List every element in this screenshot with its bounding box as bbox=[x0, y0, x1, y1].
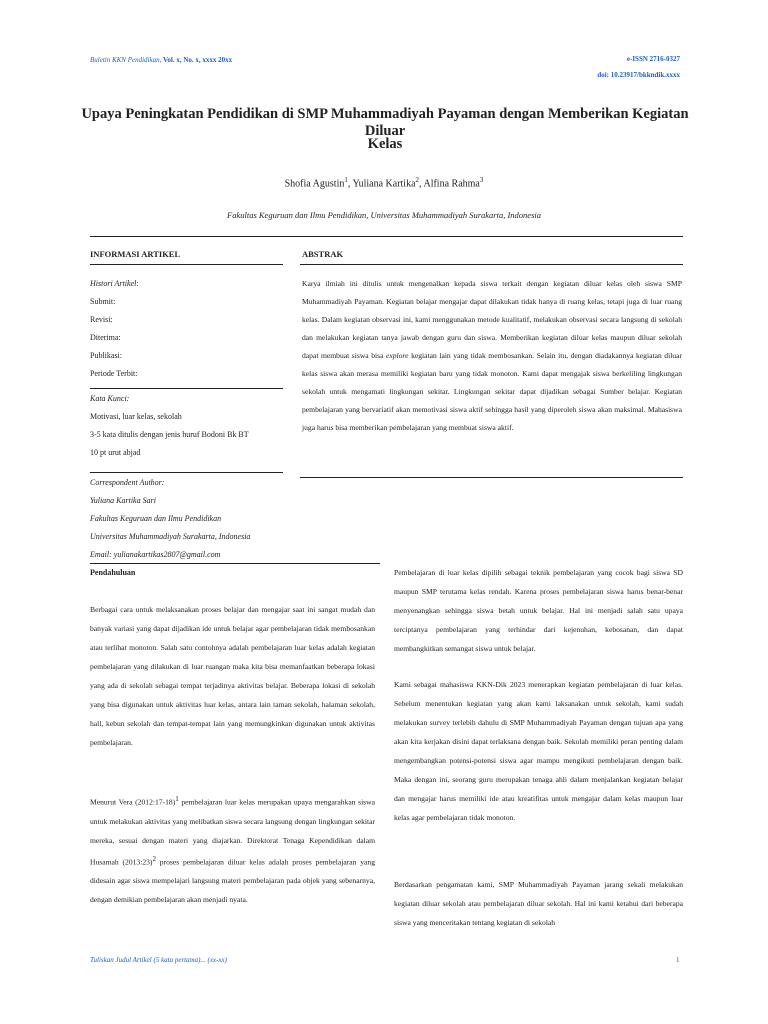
history-publikasi: Publikasi: bbox=[90, 351, 123, 360]
body-top-rule bbox=[90, 563, 380, 564]
eissn bbox=[627, 55, 680, 63]
abstract-heading-rule bbox=[300, 264, 683, 265]
history-periode: Periode Terbit: bbox=[90, 369, 138, 378]
author-1: Shofia Agustin bbox=[284, 178, 345, 190]
history-label: Histori Artikel: bbox=[90, 279, 139, 288]
journal-volume: Vol. x, No. x, xxxx 20xx bbox=[161, 56, 233, 64]
p2-part-3: proses pembelajaran diluar kelas adalah proses pembelajaran yang didesain agar siswa mempelajari langsung materi pembelajaran pada objek yang sebenarnya, dengan demikian pembelajaran akan menjadi nyata. bbox=[90, 857, 375, 905]
intro-paragraph-2 bbox=[90, 790, 375, 909]
journal-name: Buletin KKN Pendidikan, bbox=[90, 56, 162, 64]
author-3-sup: 3 bbox=[479, 176, 484, 184]
correspondent-name: Yuliana Kartika Sari bbox=[90, 496, 156, 505]
correspondent-university: Universitas Muhammadiyah Surakarta, Indonesia bbox=[90, 532, 251, 541]
p2-part-1: Menurut Vera (2012:17-18) bbox=[90, 797, 176, 807]
p2-part-2: pembelajaran luar kelas merupakan upaya mengarahkan siswa untuk melakukan aktivitas yang melibatkan siswa secara langsung dengan lingkungan sekitar mereka, sesuai dengan materi yang diajarkan. Direktorat Tenaga Kependidikan dalam Husamah (2013:23) bbox=[90, 797, 375, 867]
article-info bbox=[90, 275, 283, 383]
info-rule-1 bbox=[90, 388, 283, 389]
page-number: 1 bbox=[676, 956, 680, 964]
footer-running-title: Tuliskan Judul Artikel (5 kata pertama)... (xx-xx) bbox=[90, 956, 227, 964]
abstract-heading: ABSTRAK bbox=[302, 249, 344, 259]
history-submit: Submit: bbox=[90, 297, 116, 306]
history-diterima: Diterima: bbox=[90, 333, 121, 342]
correspondent-email: Email: yulianakartikas2807@gmail.com bbox=[90, 550, 221, 559]
info-heading-rule bbox=[90, 264, 283, 265]
right-paragraph-1: Pembelajaran di luar kelas dipilih sebagai teknik pembelajaran yang cocok bagi siswa SD maupun SMP terutama kelas rendah. Karena proses pembelajaran siswa harus benar-benar menyenangkan sehingga siswa betah untuk belajar. Hal ini menjadi salah satu upaya terciptanya pembelajaran yang terhindar dari kejenuhan, kebosanan, dan dapat membangkitkan semangat siswa untuk belajar. bbox=[394, 568, 683, 653]
article-title-line2: Kelas bbox=[367, 136, 403, 152]
keywords-label: Kata Kunci: bbox=[90, 394, 130, 403]
history-revisi: Revisi: bbox=[90, 315, 113, 324]
author-3: , Alfina Rahma bbox=[419, 178, 480, 190]
intro-paragraph-1: Berbagai cara untuk melaksanakan proses belajar dan mengajar saat ini sangat mudah dan banyak variasi yang dapat dijadikan ide untuk belajar agar pembelajaran tidak membosankan atau terlihat monoton. Salah satu contohnya adalah pembelajaran luar kelas adalah kegiatan pembelajaran yang dilakukan di luar ruangan maka kita bisa memanfaatkan beberapa lokasi yang ada di sekolah sebagai tempat terjadinya aktivitas belajar. Beberapa lokasi di sekolah yang bisa digunakan untuk aktivitas luar kelas, antara lain taman sekolah, halaman sekolah, hall, kebun sekolah dan tempat-tempat lain yang memungkinkan digunakan untuk aktivitas pembelajaran. bbox=[90, 605, 375, 747]
p2-footnote-2: 2 bbox=[152, 854, 156, 863]
p2-footnote-1: 1 bbox=[175, 795, 179, 803]
info-rule-2 bbox=[90, 472, 283, 473]
doi: doi: 10.23917/bkkndik.xxxx bbox=[597, 71, 680, 79]
author-1-sup: 1 bbox=[344, 176, 348, 184]
eissn-value: 2716-0327 bbox=[647, 55, 680, 63]
correspondent-block bbox=[90, 474, 290, 564]
abstract-explore: explore bbox=[386, 351, 409, 360]
correspondent-faculty: Fakultas Keguruan dan Ilmu Pendidikan bbox=[90, 514, 222, 523]
right-paragraph-3: Berdasarkan pengamatan kami, SMP Muhammadiyah Payaman jarang sekali melakukan kegiatan diluar sekolah atau pembelajaran diluar sekolah. Hal ini kami ketahui dari beberapa siswa yang menceritakan tentang kegiatan di sekolah bbox=[394, 880, 683, 927]
keyword-line-1: Motivasi, luar kelas, sekolah bbox=[90, 412, 182, 421]
intro-heading: Pendahuluan bbox=[90, 568, 136, 577]
right-paragraph-2: Kami sebagai mahasiswa KKN-Dik 2023 menerapkan kegiatan pembelajaran di luar kelas. Sebelum menentukan kegiatan yang akan kami laksanakan untuk sekolah, kami sudah melakukan survey terlebih dahulu di SMP Muhammadiyah Payaman dengan tujuan apa yang akan kita kerjakan disini dapat terlaksana dengan baik. Sekolah memiliki peran penting dalam mengembangkan potensi-potensi siswa agar mampu mengikuti pembelajaran dengan baik. Maka dengan ini, seorang guru merupakan tenaga ahli dalam menjalankan kegiatan belajar dan mengajar harus memiliki ide atau kreatifitas untuk mengajar dalam kelas maupun luar kelas agar pembelajaran tidak monoton. bbox=[394, 680, 683, 822]
top-rule bbox=[90, 236, 683, 237]
keywords-block bbox=[90, 390, 283, 462]
keyword-line-3: 10 pt urut abjad bbox=[90, 448, 141, 457]
abstract-part-2: kegiatan lain yang tidak membosankan. Selain itu, dengan diadakannya kegiatan diluar kelas siswa akan merasa memiliki kegiatan baru yang tidak monoton. Kami dapat mengajak siswa berkeliling lingkungan sekolah untuk mengamati lingkungan sekitar. Lingkungan sekitar dapat dijadikan sebagai Sumber belajar. Kegiatan pembelajaran yang bervariatif akan memotivasi siswa aktif sehingga hasil yang diperoleh siswa akan maksimal. Mahasiswa juga harus bisa memberikan pembelajaran yang membuat siswa aktif. bbox=[302, 351, 682, 432]
eissn-label: e-ISSN bbox=[626, 55, 648, 63]
authors bbox=[0, 176, 768, 189]
affiliation: Fakultas Keguruan dan Ilmu Pendidikan, Universitas Muhammadiyah Surakarta, Indonesia bbox=[227, 210, 541, 220]
keyword-line-2: 3-5 kata ditulis dengan jenis huruf Bodoni Bk BT bbox=[90, 430, 249, 439]
info-heading: INFORMASI ARTIKEL bbox=[90, 249, 181, 259]
author-2: , Yuliana Kartika bbox=[347, 178, 416, 190]
abstract-text bbox=[302, 275, 682, 437]
abstract-part-1: Karya ilmiah ini ditulis untuk mengenalkan kepada siswa terkait dengan kegiatan diluar kelas oleh siswa SMP Muhammadiyah Payaman. Kegiatan belajar mengajar dapat dilakukan tidak hanya di ruang kelas, tetapi juga di luar ruang kelas. Dalam kegiatan observasi ini, kami menggunakan metode kualitatif, melakukan observasi secara langsung di sekolah dan melakukan kegiatan tanya jawab dengan guru dan siswa. Memberikan kegiatan diluar kelas maupun diluar sekolah dapat membuat siswa bisa bbox=[302, 279, 682, 360]
abstract-bottom-rule bbox=[300, 477, 683, 478]
journal-header bbox=[90, 56, 232, 64]
correspondent-label: Correspondent Author: bbox=[90, 478, 165, 487]
author-2-sup: 2 bbox=[415, 176, 420, 184]
article-title-line1: Upaya Peningkatan Pendidikan di SMP Muhammadiyah Payaman dengan Memberikan Kegiatan Diluar bbox=[81, 106, 689, 139]
